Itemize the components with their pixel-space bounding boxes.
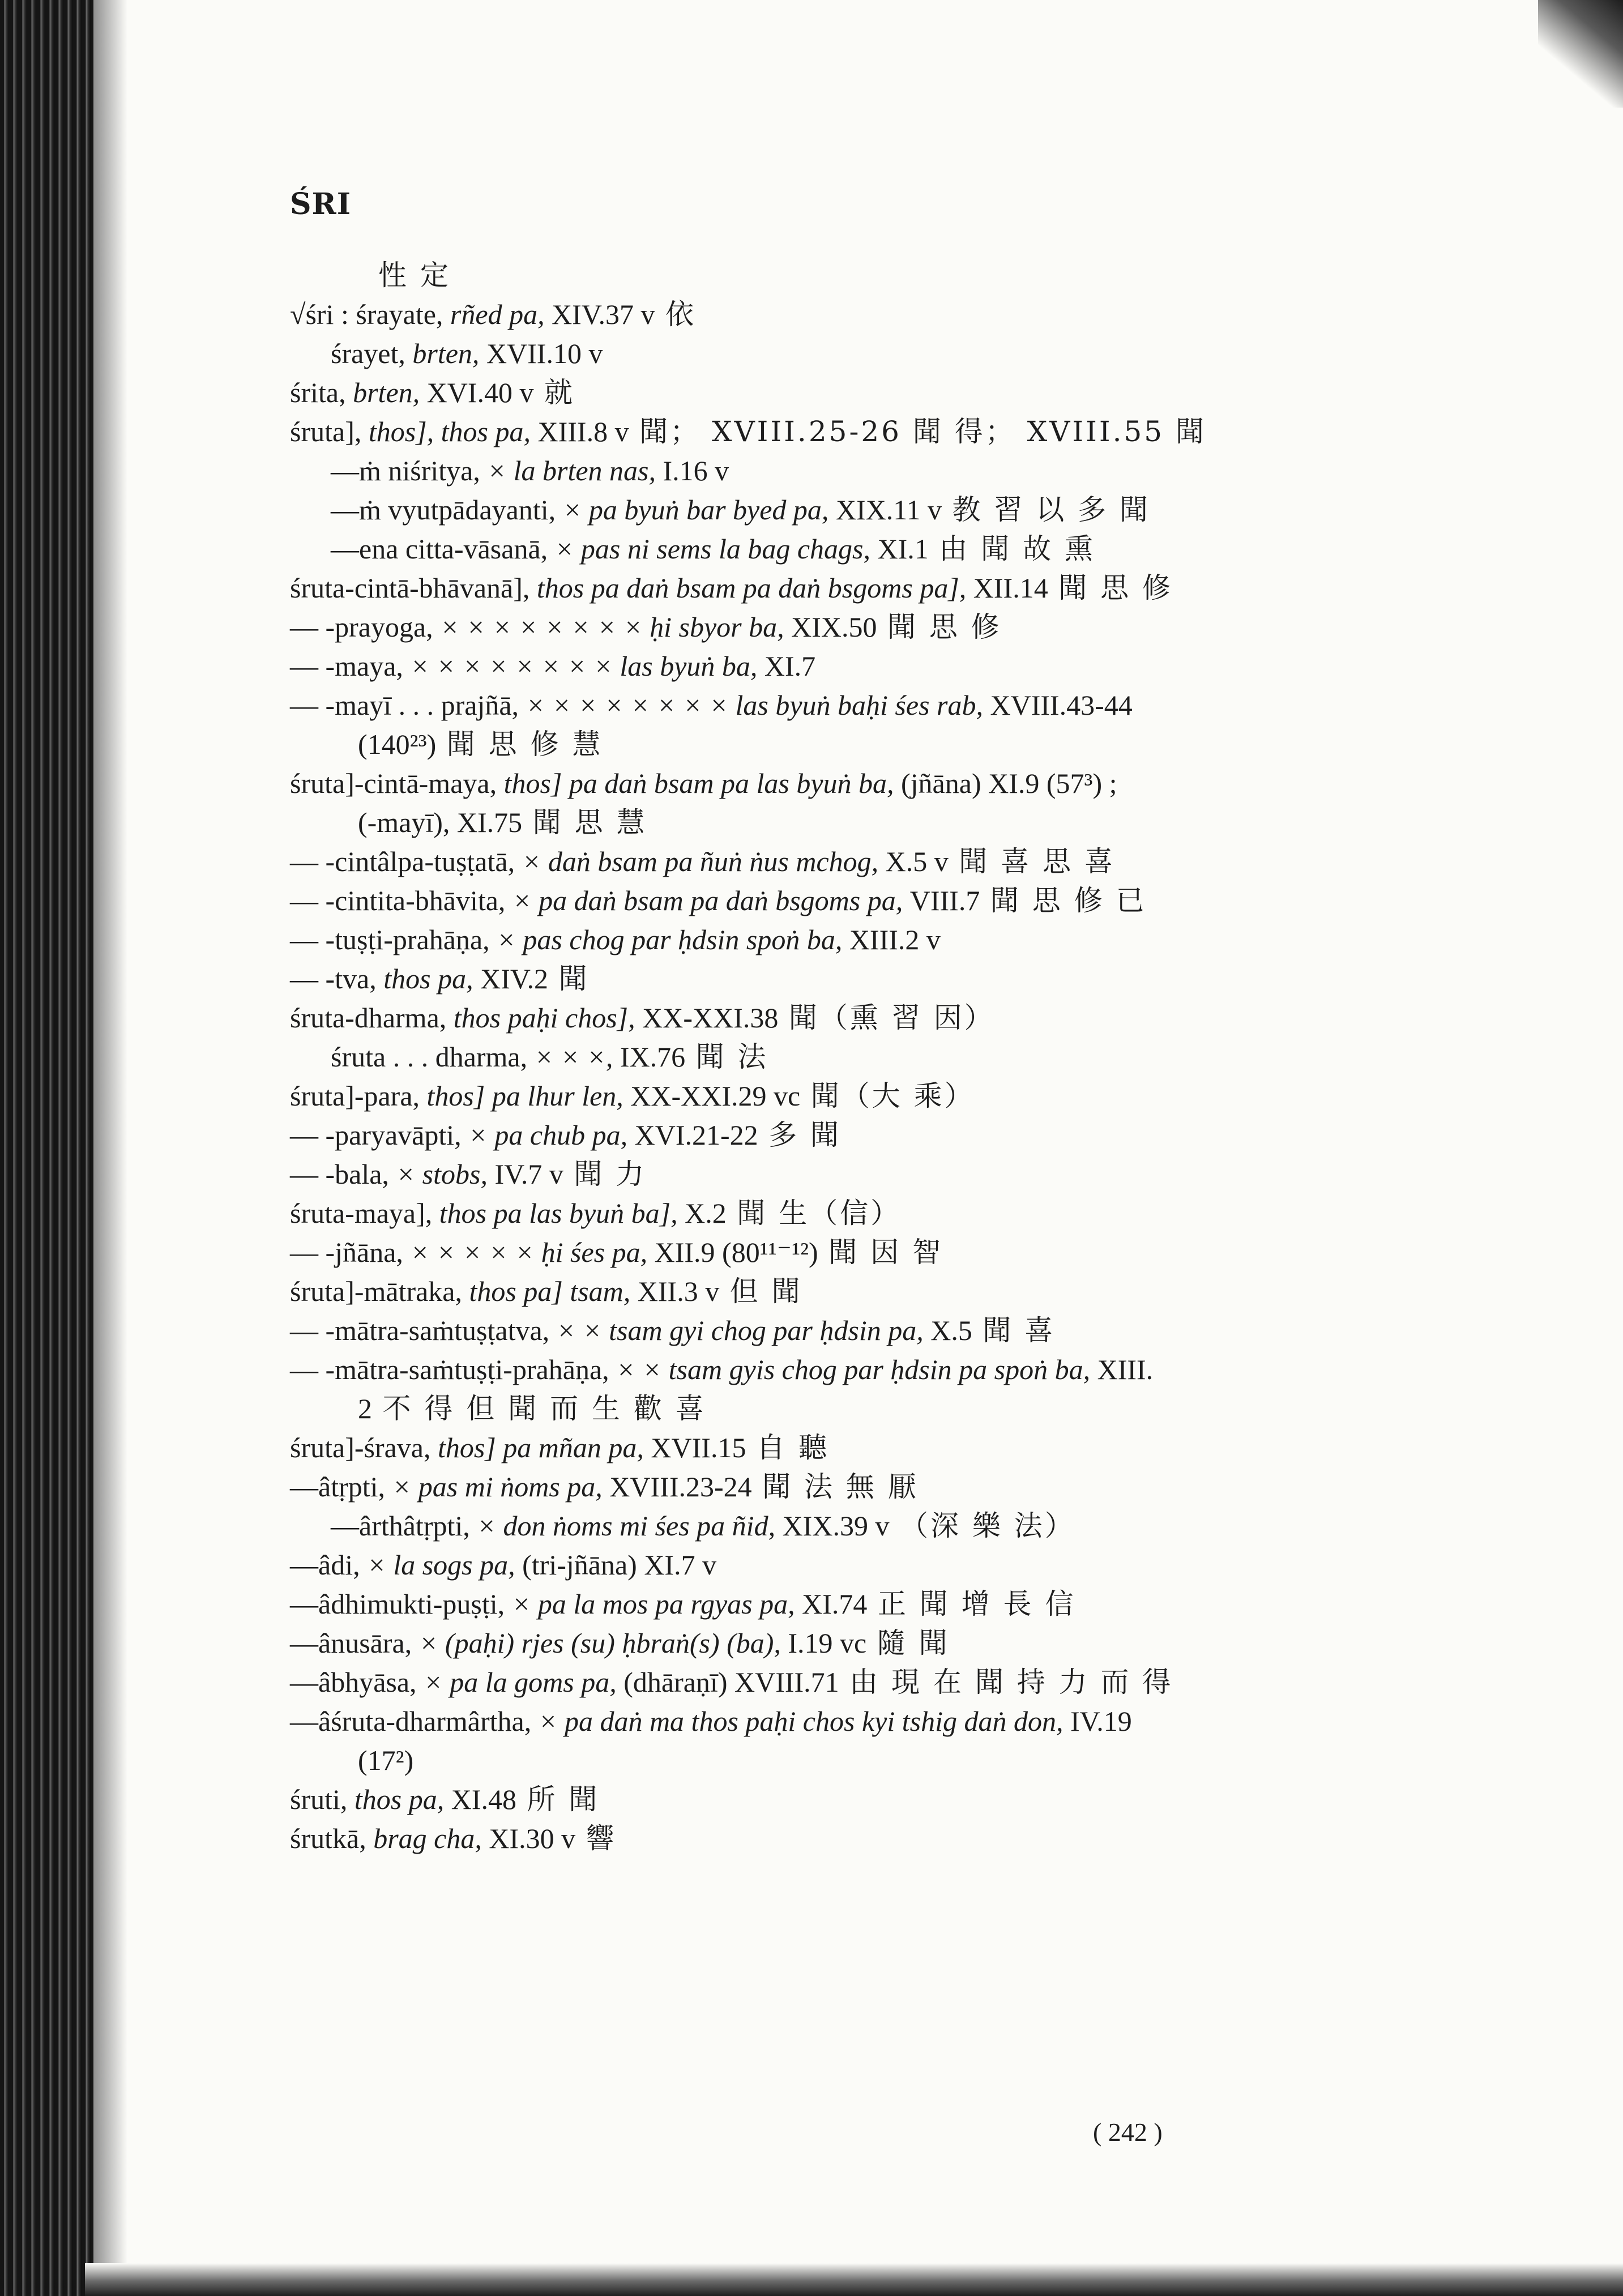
tibetan-equivalent: × la brten nas, [487,455,663,486]
entry-headword: — -prayoga, [290,611,441,643]
entry-line [290,920,1428,959]
entry-line [290,1585,1428,1624]
entry-headword: — -tuṣṭi-prahāṇa, [290,924,497,955]
chinese-equivalent: 所 聞 [527,1783,600,1816]
tibetan-equivalent: brag cha, [373,1823,489,1854]
page-number: ( 242 ) [1093,2118,1163,2146]
chinese-equivalent: 聞（熏 習 因） [788,1001,995,1034]
chinese-equivalent: 教 習 以 多 聞 [952,493,1151,526]
tibetan-equivalent: thos pa las byuṅ ba], [439,1197,685,1229]
reference: XX-XXI.29 vc [630,1080,808,1112]
chinese-equivalent: 正 聞 增 長 信 [877,1587,1076,1620]
reference: IV.7 v [494,1158,571,1190]
entry-line [290,373,1428,412]
entry-line [290,1311,1428,1350]
entry-headword: (140²³) [358,728,443,760]
reference: XII.3 v [637,1275,727,1307]
entry-line [290,1038,1428,1077]
entry-headword: —âbhyāsa, [290,1666,424,1698]
reference: X.2 [685,1197,734,1229]
entry-headword: √śri : śrayate, [290,298,450,330]
entry-line [290,686,1428,725]
entry-line [290,1428,1428,1467]
entry-headword: — -mayī . . . prajñā, [290,689,526,721]
entry-line [290,1467,1428,1507]
tibetan-equivalent: brten, [353,377,427,408]
tibetan-equivalent: × pas chog par ḥdsin spoṅ ba, [497,924,849,955]
chinese-equivalent: 性 定 [378,259,451,292]
reference: XX-XXI.38 [642,1002,785,1034]
entry-line [290,1546,1428,1585]
chinese-equivalent: 聞 思 慧 [532,806,647,839]
page-bottom-edge [85,2263,1623,2296]
tibetan-equivalent: × × ×, [534,1041,620,1073]
reference: X.5 v [885,846,956,877]
entry-headword: śruta-dharma, [290,1002,454,1034]
tibetan-equivalent: thos] pa lhur len, [426,1080,631,1112]
chinese-equivalent: 但 聞 [729,1275,802,1308]
entry-headword: — -cintâlpa-tuṣṭatā, [290,846,522,877]
chinese-equivalent: 聞 思 修 已 [990,884,1147,917]
chinese-equivalent: 聞 喜 思 喜 [959,845,1115,878]
entry-headword: (17²) [358,1744,414,1776]
tibetan-equivalent: × la sogs pa, [367,1549,523,1581]
reference: (tri-jñāna) XI.7 v [522,1549,717,1581]
entry-headword: —ṁ vyutpādayanti, [331,494,563,526]
entry-line [290,412,1428,451]
reference: XI.48 [451,1783,524,1815]
chinese-equivalent: 多 聞 [768,1119,842,1151]
entry-line [290,256,1428,295]
entry-line [290,1624,1428,1663]
entry-line [290,959,1428,998]
tibetan-equivalent: thos] pa daṅ bsam pa las byuṅ ba, [503,767,902,799]
reference: XIX.50 [791,611,884,643]
entry-headword: śruta . . . dharma, [331,1041,535,1073]
entry-headword: —âdhimukti-puṣṭi, [290,1588,512,1620]
chinese-equivalent: 隨 聞 [877,1627,950,1659]
entry-line [290,1741,1428,1780]
entry-headword: — -tva, [290,963,384,995]
entry-line [290,1702,1428,1741]
reference: XIII.8 v [537,416,637,447]
chinese-equivalent: 響 [586,1822,617,1855]
chinese-equivalent: 聞 力 [574,1158,647,1190]
book-spine-shadow [0,0,93,2296]
reference: XI.74 [802,1588,874,1620]
chinese-equivalent: 聞 喜 [983,1314,1056,1347]
tibetan-equivalent: × × × × × × × × ḥi sbyor ba, [440,611,792,643]
reference: XVIII.43-44 [990,689,1133,721]
reference: XI.1 [877,533,936,565]
reference: XVII.15 [651,1432,753,1463]
tibetan-equivalent: thos paḥi chos], [453,1002,643,1034]
entry-headword: śruti, [290,1783,355,1815]
reference: (jñāna) XI.9 (57³) ; [901,767,1117,799]
chinese-equivalent: 不 得 但 聞 而 生 歡 喜 [382,1392,706,1425]
entry-headword: 2 [358,1393,379,1424]
entry-headword: śruta]-mātraka, [290,1275,469,1307]
tibetan-equivalent: rñed pa, [450,298,552,330]
entry-headword: — -paryavāpti, [290,1119,469,1151]
reference: I.16 v [663,455,729,486]
entry-line [290,764,1428,803]
entry-line [290,1116,1428,1155]
reference: VIII.7 [909,885,987,916]
tibetan-equivalent: thos pa] tsam, [469,1275,638,1307]
reference: I.19 vc [788,1627,874,1659]
entry-line [290,1155,1428,1194]
tibetan-equivalent: × pa byuṅ bar byed pa, [562,494,836,526]
entry-line [290,1194,1428,1233]
page-corner-shadow [1538,0,1623,108]
entry-list [290,256,1428,1858]
reference: XII.9 (80¹¹⁻¹²) [654,1236,826,1268]
entry-headword: —âtṛpti, [290,1471,392,1503]
reference: XII.14 [973,572,1056,604]
entry-line [290,295,1428,334]
reference: XIX.11 v [835,494,949,526]
entry-headword: śrita, [290,377,353,408]
reference: XIX.39 v [782,1510,896,1542]
entry-headword: śrayet, [331,338,413,369]
entry-headword: śruta-cintā-bhāvanā], [290,572,537,604]
tibetan-equivalent: × × × × × × × × las byuṅ baḥi śes rab, [526,689,990,721]
tibetan-equivalent: × pas ni sems la bag chags, [554,533,878,565]
chinese-equivalent: 由 聞 故 熏 [939,532,1095,565]
entry-line [290,1077,1428,1116]
entry-line [290,803,1428,842]
chinese-equivalent: （深 樂 法） [899,1509,1075,1542]
entry-headword: — -maya, [290,650,411,682]
entry-headword: —âdi, [290,1549,368,1581]
chinese-equivalent: 聞 思 修 慧 [446,728,603,761]
entry-line [290,1272,1428,1311]
entry-headword: śruta]-śrava, [290,1432,438,1463]
reference: XIII.2 v [849,924,941,955]
entry-line [290,647,1428,686]
entry-headword: — -mātra-saṁtuṣṭatva, [290,1315,557,1346]
entry-line [290,1507,1428,1546]
tibetan-equivalent: × pa daṅ ma thos paḥi chos kyi tshig daṅ don, [538,1705,1070,1737]
chinese-equivalent: 聞 法 無 厭 [762,1470,919,1503]
tibetan-equivalent: × × tsam gyi chog par ḥdsin pa, [556,1315,931,1346]
tibetan-equivalent: × (paḥi) rjes (su) ḥbraṅ(s) (ba), [418,1627,788,1659]
tibetan-equivalent: × daṅ bsam pa ñuṅ ṅus mchog, [522,846,886,877]
tibetan-equivalent: thos], thos pa, [368,416,538,447]
chinese-equivalent: 聞 因 智 [828,1236,943,1269]
reference: XI.7 [764,650,816,682]
reference: IX.76 [620,1041,693,1073]
tibetan-equivalent: thos pa, [354,1783,451,1815]
tibetan-equivalent: brten, [412,338,486,369]
chinese-equivalent: 依 [665,298,696,331]
entry-headword: — -jñāna, [290,1236,411,1268]
chinese-equivalent: 聞 [558,962,590,995]
entry-line [290,881,1428,920]
entry-line [290,451,1428,490]
tibetan-equivalent: × pa daṅ bsam pa daṅ bsgoms pa, [512,885,910,916]
entry-line [290,1663,1428,1702]
reference: XVI.40 v [426,377,541,408]
tibetan-equivalent: × × × × × ḥi śes pa, [410,1236,655,1268]
entry-line [290,842,1428,881]
chinese-equivalent: 自 聽 [756,1431,829,1464]
tibetan-equivalent: thos] pa mñan pa, [438,1432,651,1463]
entry-headword: śruta], [290,416,369,447]
reference: (dhāraṇī) XVIII.71 [623,1666,847,1698]
entry-headword: śrutkā, [290,1823,374,1854]
chinese-equivalent: 聞（大 乘） [810,1079,975,1112]
chinese-equivalent: 聞 思 修 [887,611,1002,643]
entry-line [290,1233,1428,1272]
entry-line [290,998,1428,1038]
entry-headword: —ârthâtṛpti, [331,1510,477,1542]
entry-headword: śruta]-cintā-maya, [290,767,504,799]
reference: XVIII.23-24 [609,1471,759,1503]
reference: XI.30 v [489,1823,583,1854]
entry-headword: —âśruta-dharmârtha, [290,1705,539,1737]
tibetan-equivalent: × pa la goms pa, [424,1666,624,1698]
entry-line [290,530,1428,569]
tibetan-equivalent: × × tsam gyis chog par ḥdsin pa spoṅ ba, [616,1354,1097,1385]
entry-line [290,569,1428,608]
page-header: ŚRI [290,187,352,221]
entry-headword: — -cintita-bhāvita, [290,885,512,916]
reference: XVII.10 v [486,338,603,369]
entry-headword: —ena citta-vāsanā, [331,533,555,565]
tibetan-equivalent: × don ṅoms mi śes pa ñid, [477,1510,783,1542]
reference: XIV.37 v [552,298,662,330]
entry-headword: —ṁ niśritya, [331,455,488,486]
tibetan-equivalent: thos pa, [383,963,481,995]
entry-line [290,725,1428,764]
entry-line [290,490,1428,530]
entry-headword: — -bala, [290,1158,396,1190]
tibetan-equivalent: × pas mi ṅoms pa, [392,1471,610,1503]
entry-line [290,1780,1428,1819]
entry-headword: (-mayī), XI.75 [358,806,529,838]
gutter-shadow [93,0,127,2296]
reference: XIII. [1097,1354,1154,1385]
reference: X.5 [930,1315,980,1346]
tibetan-equivalent: × × × × × × × × las byuṅ ba, [410,650,764,682]
chinese-equivalent: 聞； XVIII.25-26 聞 得； XVIII.55 聞 [639,415,1207,448]
entry-headword: śruta-maya], [290,1197,439,1229]
entry-line [290,1819,1428,1858]
tibetan-equivalent: thos pa daṅ bsam pa daṅ bsgoms pa], [536,572,973,604]
entry-line [290,1350,1428,1389]
chinese-equivalent: 聞 生（信） [737,1197,902,1230]
entry-line [290,608,1428,647]
reference: IV.19 [1070,1705,1132,1737]
entry-headword: śruta]-para, [290,1080,427,1112]
entry-headword: —ânusāra, [290,1627,419,1659]
tibetan-equivalent: × stobs, [396,1158,495,1190]
reference: XIV.2 [480,963,556,995]
chinese-equivalent: 聞 法 [695,1040,768,1073]
entry-line [290,1389,1428,1428]
entry-headword: — -mātra-saṁtuṣṭi-prahāṇa, [290,1354,617,1385]
chinese-equivalent: 聞 思 修 [1058,571,1173,604]
tibetan-equivalent: × pa la mos pa rgyas pa, [511,1588,802,1620]
tibetan-equivalent: × pa chub pa, [468,1119,635,1151]
chinese-equivalent: 由 現 在 聞 持 力 而 得 [849,1666,1173,1698]
dictionary-page [290,187,1428,2146]
entry-line [290,334,1428,373]
chinese-equivalent: 就 [544,376,575,409]
reference: XVI.21-22 [634,1119,766,1151]
